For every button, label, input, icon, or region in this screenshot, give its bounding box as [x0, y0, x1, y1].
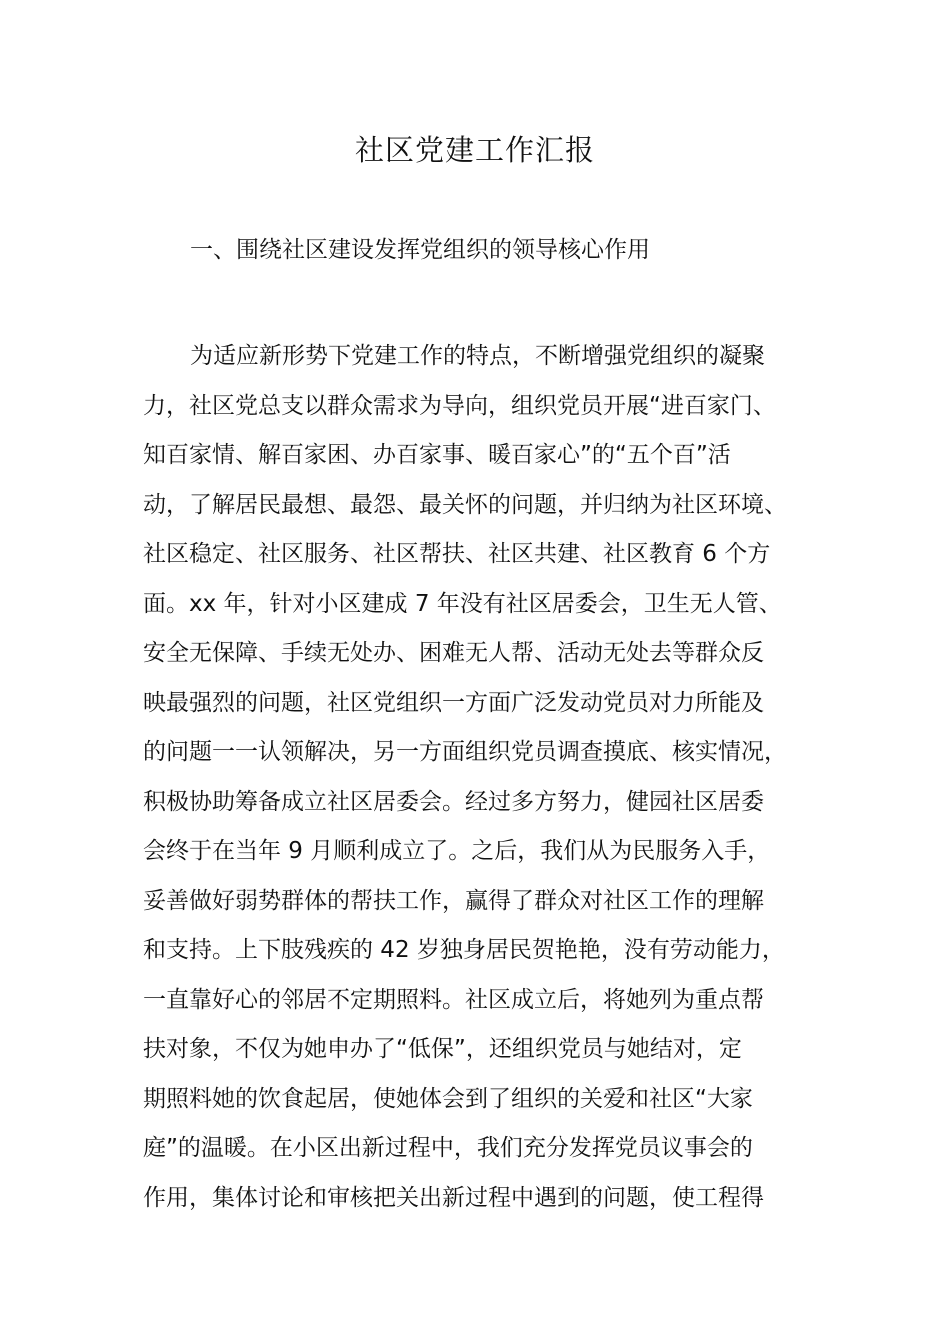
paragraph-line: 安全无保障、手续无处办、困难无人帮、活动无处去等群众反 — [143, 640, 764, 666]
paragraph-line: 庭”的温暖。在小区出新过程中，我们充分发挥党员议事会的 — [143, 1135, 753, 1161]
section-heading: 一、围绕社区建设发挥党组织的领导核心作用 — [190, 237, 650, 263]
paragraph-line: 的问题一一认领解决，另一方面组织党员调查摸底、核实情况， — [143, 739, 787, 765]
paragraph-line: 面。xx 年，针对小区建成 7 年没有社区居委会，卫生无人管、 — [143, 590, 782, 617]
paragraph-line: 为适应新形势下党建工作的特点，不断增强党组织的凝聚 — [190, 343, 765, 369]
paragraph-line: 社区稳定、社区服务、社区帮扶、社区共建、社区教育 6 个方 — [143, 541, 771, 567]
paragraph-line: 力，社区党总支以群众需求为导向，组织党员开展“进百家门、 — [143, 392, 776, 419]
paragraph-line: 妥善做好弱势群体的帮扶工作，赢得了群众对社区工作的理解 — [143, 887, 764, 914]
paragraph-line: 扶对象，不仅为她申办了“低保”，还组织党员与她结对，定 — [143, 1036, 742, 1062]
paragraph-line: 积极协助筹备成立社区居委会。经过多方努力，健园社区居委 — [143, 788, 764, 815]
paragraph-line: 映最强烈的问题，社区党组织一方面广泛发动党员对力所能及 — [143, 689, 764, 716]
paragraph-line: 和支持。上下肢残疾的 42 岁独身居民贺艳艳，没有劳动能力， — [143, 937, 785, 963]
paragraph-line: 作用，集体讨论和审核把关出新过程中遇到的问题，使工程得 — [143, 1184, 764, 1211]
paragraph-line: 期照料她的饮食起居，使她体会到了组织的关爱和社区“大家 — [143, 1085, 753, 1112]
paragraph-line: 动，了解居民最想、最怨、最关怀的问题，并归纳为社区环境、 — [143, 491, 787, 518]
paragraph-line: 会终于在当年 9 月顺利成立了。之后，我们从为民服务入手， — [143, 838, 771, 864]
body-paragraph — [143, 332, 833, 1223]
paragraph-line: 一直靠好心的邻居不定期照料。社区成立后，将她列为重点帮 — [143, 986, 764, 1013]
document-title: 社区党建工作汇报 — [354, 133, 595, 167]
paragraph-line: 知百家情、解百家困、办百家事、暖百家心”的“五个百”活 — [143, 442, 731, 468]
